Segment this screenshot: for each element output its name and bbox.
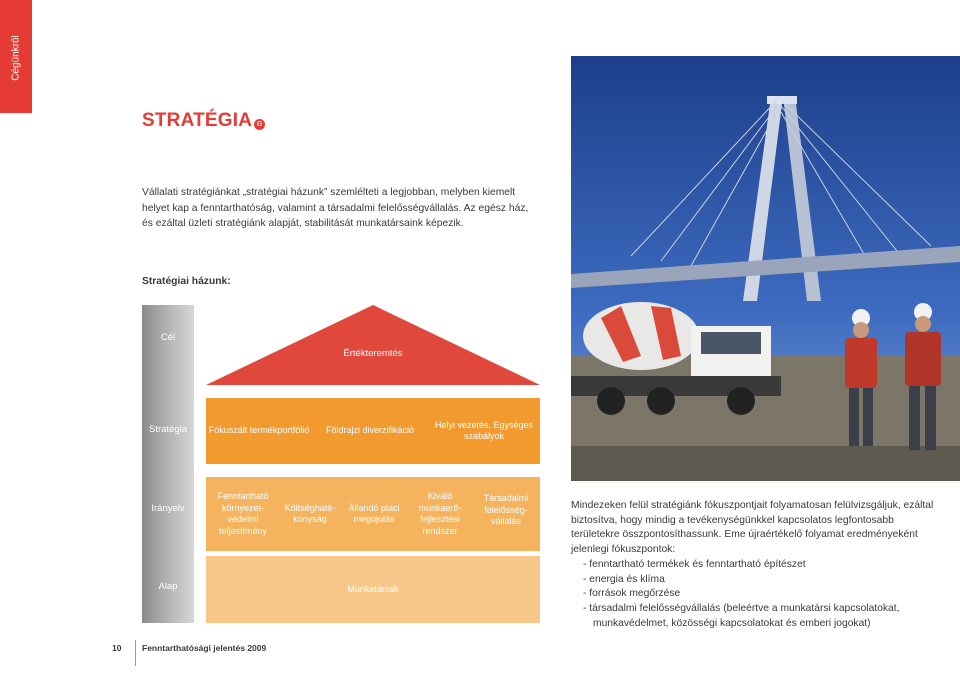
focus-list-item: - fenntartható termékek és fenntartható építészet [583, 558, 806, 570]
house-base-label: Munkatársak [347, 583, 399, 594]
focus-list-item: - források megőrzése [583, 588, 681, 600]
principle-item-label: Társadalmi felelősség-vállalás [483, 493, 529, 526]
strategy-item-label: Földrajzi diverzifikáció [325, 425, 415, 436]
side-section-tab[interactable] [0, 0, 32, 113]
principle-item-label: Költséghaté-konyság [284, 502, 336, 524]
footer-report-title: Fenntarthatósági jelentés 2009 [142, 643, 267, 653]
page-title-text: STRATÉGIA [142, 110, 253, 131]
roof-label: Értékteremtés [343, 348, 403, 359]
intro-paragraph: Vállalati stratégiánkat „stratégiai házunk” szemlélteti a legjobban, melyben kiemelt helyet kap a fenntarthatóság, valamint a társadalmi felelősségvállalás. Az egész ház, és ezáltal üzleti stratégiánk alapját, stabilitását munkatársaink képezik. [142, 187, 529, 229]
focus-points-text [571, 499, 941, 631]
principle-item [340, 477, 408, 551]
strategy-item-label: Fókuszált termékportfólió [208, 425, 310, 436]
pillar-label-goal: Cél [160, 332, 176, 343]
principle-item-label: Állandó piaci megújulás [348, 502, 400, 524]
focus-list-item: - energia és klíma [583, 573, 665, 585]
glossary-marker-icon: G [254, 119, 265, 130]
page-number: 10 [112, 643, 122, 653]
principle-item-label: Fenntartható környezet-védelmi teljesítmény [217, 491, 269, 536]
strategy-house-heading: Stratégiai házunk: [142, 276, 231, 287]
principle-item-label: Kiváló munkaerő-fejlesztési rendszer [418, 491, 462, 536]
focus-list [571, 558, 941, 632]
pillar-label-strategy: Stratégia [148, 424, 188, 435]
strategy-item [428, 398, 540, 464]
focus-intro-paragraph: Mindezeken felül stratégiánk fókuszpontjait folyamatosan felülvizsgáljuk, ezáltal biztosítva, hogy mindig a tevékenységünkkel kapcsolatos legfontosabb területekre összpontosíthassunk. Eme újraértékelő folyamat eredményeként jelenlegi fókuszpontok: [571, 500, 934, 556]
house-roof [206, 305, 540, 385]
side-section-label: Cégünkről [10, 35, 22, 81]
page-title [142, 110, 265, 132]
principle-item [472, 477, 540, 551]
bridge-construction-photo [571, 56, 960, 481]
pillar-label-principles: Irányelv [151, 503, 185, 514]
strategy-item-label: Helyi vezetés, Egységes szabályok [434, 419, 534, 441]
house-base [206, 556, 540, 623]
principle-item [280, 477, 340, 551]
footer-divider [135, 640, 136, 666]
house-level-pillar [142, 305, 194, 623]
strategy-item [206, 398, 312, 464]
principle-item [206, 477, 280, 551]
pillar-label-base: Alap [158, 581, 178, 592]
strategy-item [312, 398, 428, 464]
principle-item [408, 477, 472, 551]
focus-list-item: - társadalmi felelősségvállalás (beleértve a munkatársi kapcsolatokat, munkavédelmet, közösségi kapcsolatokat és emberi jogokat) [583, 602, 900, 629]
